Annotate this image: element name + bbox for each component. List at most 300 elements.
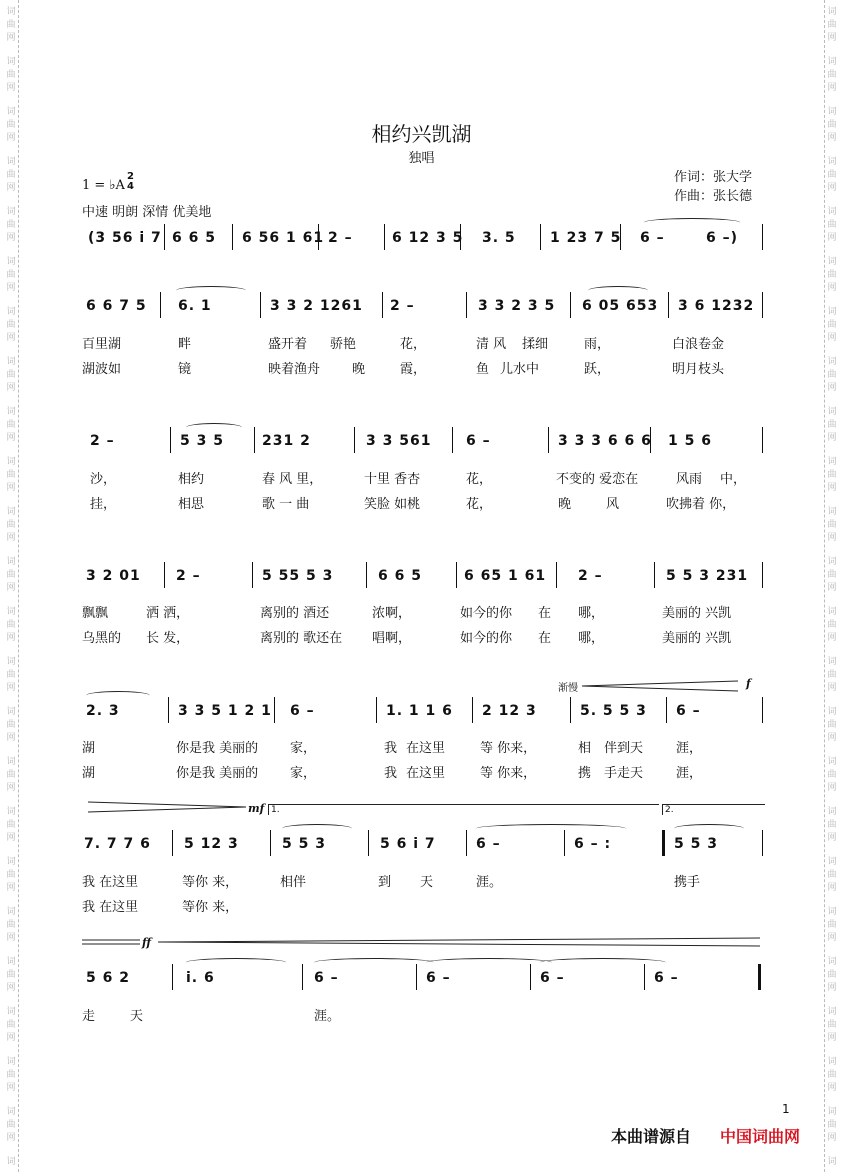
watermark-glyph: 词: [827, 1107, 837, 1117]
lyrics-verse-2-line-4: [82, 762, 764, 780]
lyric: 相伴: [280, 875, 307, 890]
score-system-1: [82, 230, 764, 254]
tie-arc: [674, 824, 744, 833]
barline: [762, 427, 763, 453]
watermark-glyph: 词: [827, 757, 837, 767]
tie-arc: [644, 218, 740, 227]
tie-arc: [282, 824, 352, 833]
watermark-glyph: 曲: [6, 720, 16, 730]
lyric: 哪，: [578, 606, 605, 621]
watermark-glyph: 网: [6, 183, 16, 193]
watermark-glyph: 网: [6, 733, 16, 743]
watermark-glyph: 词: [827, 407, 837, 417]
measure: 5 12 3: [184, 836, 239, 852]
watermark-glyph: 网: [827, 1033, 837, 1043]
watermark-glyph: 网: [6, 483, 16, 493]
watermark-glyph: 曲: [827, 670, 837, 680]
lyric: 我: [384, 766, 398, 781]
watermark-glyph: 曲: [827, 570, 837, 580]
watermark-glyph: 网: [6, 433, 16, 443]
lyric: 伴到天: [604, 741, 644, 756]
watermark-glyph: 词: [827, 607, 837, 617]
lyric: 美丽的 兴凯: [662, 631, 732, 646]
barline: [472, 697, 473, 723]
measure: 1. 1 1 6: [386, 703, 453, 719]
song-title: 相约兴凯湖: [371, 122, 472, 146]
lyric: 相约: [178, 472, 205, 487]
watermark-glyph: 词: [6, 657, 16, 667]
watermark-glyph: 词: [827, 707, 837, 717]
watermark-glyph: 曲: [827, 20, 837, 30]
watermark-glyph: 词: [827, 1157, 837, 1167]
measure: (3 56 i 7: [88, 230, 162, 246]
lyric: 晚: [558, 497, 572, 512]
diminuendo-hairpin: [86, 800, 248, 814]
barline: [416, 964, 417, 990]
watermark-glyph: 网: [6, 1033, 16, 1043]
watermark-glyph: 曲: [827, 520, 837, 530]
lyric: 乌黑的: [82, 631, 122, 646]
watermark-glyph: 网: [6, 683, 16, 693]
lyric: 离别的 歌还在: [260, 631, 343, 646]
measure: 5 6 i 7: [380, 836, 436, 852]
measure: 6 65 1 61: [464, 568, 547, 584]
measure: 3 3 5 1 2 1: [178, 703, 272, 719]
lyric: 涯，: [676, 766, 703, 781]
barline: [172, 830, 173, 856]
watermark-glyph: 曲: [6, 320, 16, 330]
watermark-glyph: 网: [6, 133, 16, 143]
lyric: 揉细: [522, 337, 549, 352]
watermark-glyph: 曲: [827, 1120, 837, 1130]
volta-second-ending: 2.: [662, 804, 765, 815]
volta-first-ending: 1.: [268, 804, 659, 815]
lyrics-coda: [82, 1005, 764, 1023]
measure: 2 –: [90, 433, 115, 449]
lyric: 盛开着: [268, 337, 308, 352]
measure: 3. 5: [482, 230, 516, 246]
barline: [232, 224, 233, 250]
watermark-glyph: 网: [6, 283, 16, 293]
key-signature: 1 = ♭A: [82, 178, 125, 193]
barline: [548, 427, 549, 453]
watermark-glyph: 网: [827, 33, 837, 43]
measure: 7. 7 7 6: [84, 836, 151, 852]
measure: 6 12 3 5: [392, 230, 464, 246]
barline: [252, 562, 253, 588]
barline: [270, 830, 271, 856]
watermark-glyph: 词: [6, 7, 16, 17]
watermark-glyph: 曲: [6, 1020, 16, 1030]
watermark-glyph: 网: [6, 383, 16, 393]
tempo-marking: 中速 明朗 深情 优美地: [82, 205, 212, 220]
barline: [164, 562, 165, 588]
watermark-glyph: 网: [827, 633, 837, 643]
barline: [762, 292, 763, 318]
watermark-glyph: 网: [6, 783, 16, 793]
measure: 2. 3: [86, 703, 120, 719]
lyric: 天: [420, 875, 434, 890]
watermark-glyph: 曲: [827, 70, 837, 80]
lyric: 手走天: [604, 766, 644, 781]
barline: [466, 292, 467, 318]
lyric: 鱼: [476, 362, 490, 377]
watermark-glyph: 曲: [827, 370, 837, 380]
lyrics-verse-2-line-3: [82, 627, 764, 645]
barline: [274, 697, 275, 723]
watermark-glyph: 曲: [6, 220, 16, 230]
measure: 3 3 2 3 5: [478, 298, 556, 314]
measure: 5 5 3 231: [666, 568, 749, 584]
watermark-glyph: 曲: [827, 970, 837, 980]
ritardando-marking: 渐慢: [558, 683, 578, 694]
measure: 6 6 5: [172, 230, 216, 246]
watermark-glyph: 曲: [6, 920, 16, 930]
watermark-glyph: 词: [827, 857, 837, 867]
barline: [650, 427, 651, 453]
watermark-glyph: 词: [6, 407, 16, 417]
lyrics-verse-2-line-5: [82, 896, 764, 914]
watermark-glyph: 词: [6, 207, 16, 217]
lyricist-credit: 作词：张大学: [674, 170, 753, 185]
watermark-glyph: 词: [6, 1007, 16, 1017]
lyric: 明月枝头: [672, 362, 725, 377]
watermark-glyph: 词: [6, 1107, 16, 1117]
barline: [368, 830, 369, 856]
watermark-glyph: 曲: [827, 120, 837, 130]
watermark-glyph: 网: [827, 283, 837, 293]
watermark-glyph: 词: [6, 507, 16, 517]
lyric: 骄艳: [330, 337, 357, 352]
lyrics-verse-1-line-5: [82, 871, 764, 889]
performance-type: 独唱: [408, 151, 435, 166]
watermark-glyph: 网: [827, 133, 837, 143]
measure: 6 –: [640, 230, 665, 246]
lyric: 中，: [720, 472, 747, 487]
measure: 3 3 2 1261: [270, 298, 363, 314]
barline: [530, 964, 531, 990]
watermark-glyph: 词: [827, 657, 837, 667]
watermark-glyph: 曲: [827, 770, 837, 780]
lyric: 唱啊，: [372, 631, 412, 646]
measure: 3 2 01: [86, 568, 141, 584]
watermark-glyph: 网: [6, 33, 16, 43]
watermark-glyph: 曲: [6, 670, 16, 680]
tie-arc: [314, 958, 434, 967]
watermark-glyph: 曲: [827, 220, 837, 230]
watermark-glyph: 词: [827, 457, 837, 467]
watermark-glyph: 曲: [827, 470, 837, 480]
measure: 6 –: [426, 970, 451, 986]
watermark-glyph: 网: [6, 583, 16, 593]
measure: 5 5 3: [282, 836, 326, 852]
measure: 2 –: [390, 298, 415, 314]
forte-marking: f: [746, 677, 751, 690]
lyric: 如今的你: [460, 631, 513, 646]
lyric: 风: [606, 497, 620, 512]
lyrics-verse-2-line-1: [82, 358, 764, 376]
barline: [164, 224, 165, 250]
barline: [170, 427, 171, 453]
lyric: 等你 来，: [182, 900, 239, 915]
lyric: 洒 洒，: [146, 606, 190, 621]
watermark-glyph: 词: [6, 107, 16, 117]
lyric: 等你 来，: [182, 875, 239, 890]
lyric: 到: [378, 875, 392, 890]
lyric: 湖波如: [82, 362, 122, 377]
score-system-7: [82, 970, 764, 994]
watermark-glyph: 曲: [827, 320, 837, 330]
lyric: 花，: [400, 337, 427, 352]
barline: [570, 292, 571, 318]
watermark-glyph: 网: [6, 233, 16, 243]
lyrics-verse-1-line-1: [82, 333, 764, 351]
lyric: 我 在这里: [82, 875, 139, 890]
measure: 2 –: [578, 568, 603, 584]
watermark-glyph: 词: [827, 357, 837, 367]
barline: [460, 224, 461, 250]
lyrics-verse-1-line-4: [82, 737, 764, 755]
source-label: 本曲谱源自: [611, 1127, 692, 1146]
lyric: 在这里: [406, 741, 446, 756]
watermark-glyph: 词: [827, 207, 837, 217]
barline: [668, 292, 669, 318]
watermark-glyph: 网: [6, 983, 16, 993]
watermark-glyph: 网: [827, 333, 837, 343]
watermark-glyph: 曲: [827, 420, 837, 430]
measure: 3 6 1232: [678, 298, 755, 314]
barline: [654, 562, 655, 588]
left-watermark-strip: [4, 0, 19, 1172]
lyric: 我: [384, 741, 398, 756]
lyric: 你是我 美丽的: [176, 766, 259, 781]
watermark-glyph: 曲: [827, 920, 837, 930]
lyrics-verse-2-line-2: [82, 493, 764, 511]
time-signature-bottom: 4: [127, 181, 134, 192]
lyric: 不变的 爱恋在: [556, 472, 639, 487]
watermark-glyph: 网: [6, 833, 16, 843]
measure: 5. 5 5 3: [580, 703, 647, 719]
barline: [160, 292, 161, 318]
fortissimo-marking: ff: [142, 936, 152, 949]
measure: 5 3 5: [180, 433, 224, 449]
watermark-glyph: 词: [827, 107, 837, 117]
watermark-glyph: 曲: [827, 620, 837, 630]
watermark-glyph: 词: [827, 507, 837, 517]
watermark-glyph: 网: [827, 583, 837, 593]
measure: 6 –: [314, 970, 339, 986]
watermark-glyph: 曲: [6, 470, 16, 480]
measure: 6 –): [706, 230, 739, 246]
measure: 5 5 3: [674, 836, 718, 852]
crescendo-hairpin: [582, 680, 742, 692]
measure: 6. 1: [178, 298, 212, 314]
lyric: 跃，: [584, 362, 611, 377]
lyric: 风雨: [676, 472, 703, 487]
barline: [762, 562, 763, 588]
watermark-glyph: 曲: [6, 1070, 16, 1080]
lyric: 浓啊，: [372, 606, 412, 621]
lyric: 白浪卷金: [672, 337, 725, 352]
lyric: 哪，: [578, 631, 605, 646]
watermark-glyph: 曲: [827, 170, 837, 180]
lyric: 花，: [466, 472, 493, 487]
watermark-glyph: 词: [6, 757, 16, 767]
lyric: 笑脸 如桃: [364, 497, 421, 512]
barline: [354, 427, 355, 453]
lyric: 携: [578, 766, 592, 781]
time-signature-top: 2: [127, 171, 134, 182]
watermark-glyph: 词: [827, 307, 837, 317]
watermark-glyph: 词: [6, 557, 16, 567]
watermark-glyph: 词: [827, 257, 837, 267]
measure: 2 12 3: [482, 703, 537, 719]
lyric: 儿水中: [500, 362, 540, 377]
watermark-glyph: 曲: [6, 70, 16, 80]
barline: [666, 697, 667, 723]
lyric: 等 你来，: [480, 766, 537, 781]
lyric: 美丽的 兴凯: [662, 606, 732, 621]
tie-arc: [186, 423, 242, 432]
lyric: 涯。: [476, 875, 503, 890]
watermark-glyph: 网: [6, 633, 16, 643]
watermark-glyph: 网: [6, 83, 16, 93]
watermark-glyph: 词: [6, 457, 16, 467]
lyrics-verse-1-line-2: [82, 468, 764, 486]
measure: 6 –: [676, 703, 701, 719]
watermark-glyph: 词: [6, 957, 16, 967]
watermark-glyph: 网: [6, 1133, 16, 1143]
watermark-glyph: 词: [6, 157, 16, 167]
barline: [254, 427, 255, 453]
watermark-glyph: 词: [6, 1057, 16, 1067]
measure: 6 6 7 5: [86, 298, 147, 314]
lyric: 在: [538, 631, 552, 646]
site-name[interactable]: 中国词曲网: [720, 1127, 801, 1146]
lyric: 沙，: [90, 472, 117, 487]
measure: 6 – :: [574, 836, 612, 852]
watermark-glyph: 网: [6, 933, 16, 943]
mezzo-forte-marking: mf: [248, 802, 265, 815]
watermark-glyph: 网: [827, 933, 837, 943]
barline: [762, 224, 763, 250]
lyric: 相思: [178, 497, 205, 512]
barline: [168, 697, 169, 723]
watermark-glyph: 网: [827, 483, 837, 493]
watermark-glyph: 词: [6, 607, 16, 617]
watermark-glyph: 词: [827, 7, 837, 17]
watermark-glyph: 曲: [6, 570, 16, 580]
barline: [762, 697, 763, 723]
lyrics-verse-1-line-3: [82, 602, 764, 620]
lyric: 涯，: [676, 741, 703, 756]
measure: 3 3 561: [366, 433, 432, 449]
score-system-2: [82, 298, 764, 322]
watermark-glyph: 网: [6, 883, 16, 893]
watermark-glyph: 词: [6, 807, 16, 817]
lyric: 晚: [352, 362, 366, 377]
score-system-5: [82, 703, 764, 727]
barline: [172, 964, 173, 990]
watermark-glyph: 曲: [827, 870, 837, 880]
watermark-glyph: 词: [6, 1157, 16, 1167]
watermark-glyph: 网: [827, 83, 837, 93]
barline: [260, 292, 261, 318]
watermark-glyph: 曲: [6, 120, 16, 130]
watermark-glyph: 词: [6, 257, 16, 267]
watermark-glyph: 网: [827, 983, 837, 993]
barline: [318, 224, 319, 250]
watermark-glyph: 曲: [6, 1120, 16, 1130]
watermark-glyph: 曲: [6, 970, 16, 980]
watermark-glyph: 词: [827, 957, 837, 967]
lyric: 相: [578, 741, 592, 756]
lyric: 湖: [82, 741, 96, 756]
tie-arc: [540, 958, 666, 967]
lyric: 长 发，: [146, 631, 190, 646]
watermark-glyph: 词: [6, 907, 16, 917]
watermark-glyph: 网: [827, 1083, 837, 1093]
barline: [382, 292, 383, 318]
watermark-glyph: 网: [827, 383, 837, 393]
barline: [366, 562, 367, 588]
barline: [452, 427, 453, 453]
watermark-glyph: 曲: [6, 170, 16, 180]
measure: 3 3 3 6 6 6: [558, 433, 652, 449]
measure: 6 –: [654, 970, 679, 986]
lyric: 镜: [178, 362, 192, 377]
lyric: 你是我 美丽的: [176, 741, 259, 756]
lyric: 如今的你: [460, 606, 513, 621]
watermark-glyph: 曲: [827, 820, 837, 830]
measure: 1 5 6: [668, 433, 712, 449]
watermark-glyph: 词: [6, 857, 16, 867]
watermark-glyph: 曲: [827, 720, 837, 730]
tie-arc: [476, 824, 626, 833]
watermark-glyph: 网: [827, 883, 837, 893]
watermark-glyph: 词: [6, 307, 16, 317]
measure: 2 –: [176, 568, 201, 584]
score-system-3: [82, 433, 764, 457]
barline: [376, 697, 377, 723]
lyric: 飘飘: [82, 606, 109, 621]
watermark-glyph: 词: [6, 707, 16, 717]
measure: 6 56 1 61: [242, 230, 325, 246]
barline: [570, 697, 571, 723]
barline: [644, 964, 645, 990]
page-number: 1: [782, 1102, 790, 1116]
lyric: 挂，: [90, 497, 117, 512]
measure: 5 6 2: [86, 970, 130, 986]
watermark-glyph: 网: [6, 333, 16, 343]
watermark-glyph: 曲: [6, 520, 16, 530]
lyric: 家，: [290, 741, 317, 756]
watermark-glyph: 曲: [827, 1070, 837, 1080]
lyric: 花，: [466, 497, 493, 512]
watermark-glyph: 曲: [6, 420, 16, 430]
lyric: 歌 一 曲: [262, 497, 310, 512]
measure: 231 2: [262, 433, 311, 449]
watermark-glyph: 网: [827, 733, 837, 743]
score-system-4: [82, 568, 764, 592]
barline: [620, 224, 621, 250]
lyric: 家，: [290, 766, 317, 781]
lyric: 映着渔舟: [268, 362, 321, 377]
watermark-glyph: 词: [827, 807, 837, 817]
measure: 1 23 7 5: [550, 230, 622, 246]
watermark-glyph: 词: [827, 1007, 837, 1017]
lyric: 吹拂着 你，: [666, 497, 736, 512]
